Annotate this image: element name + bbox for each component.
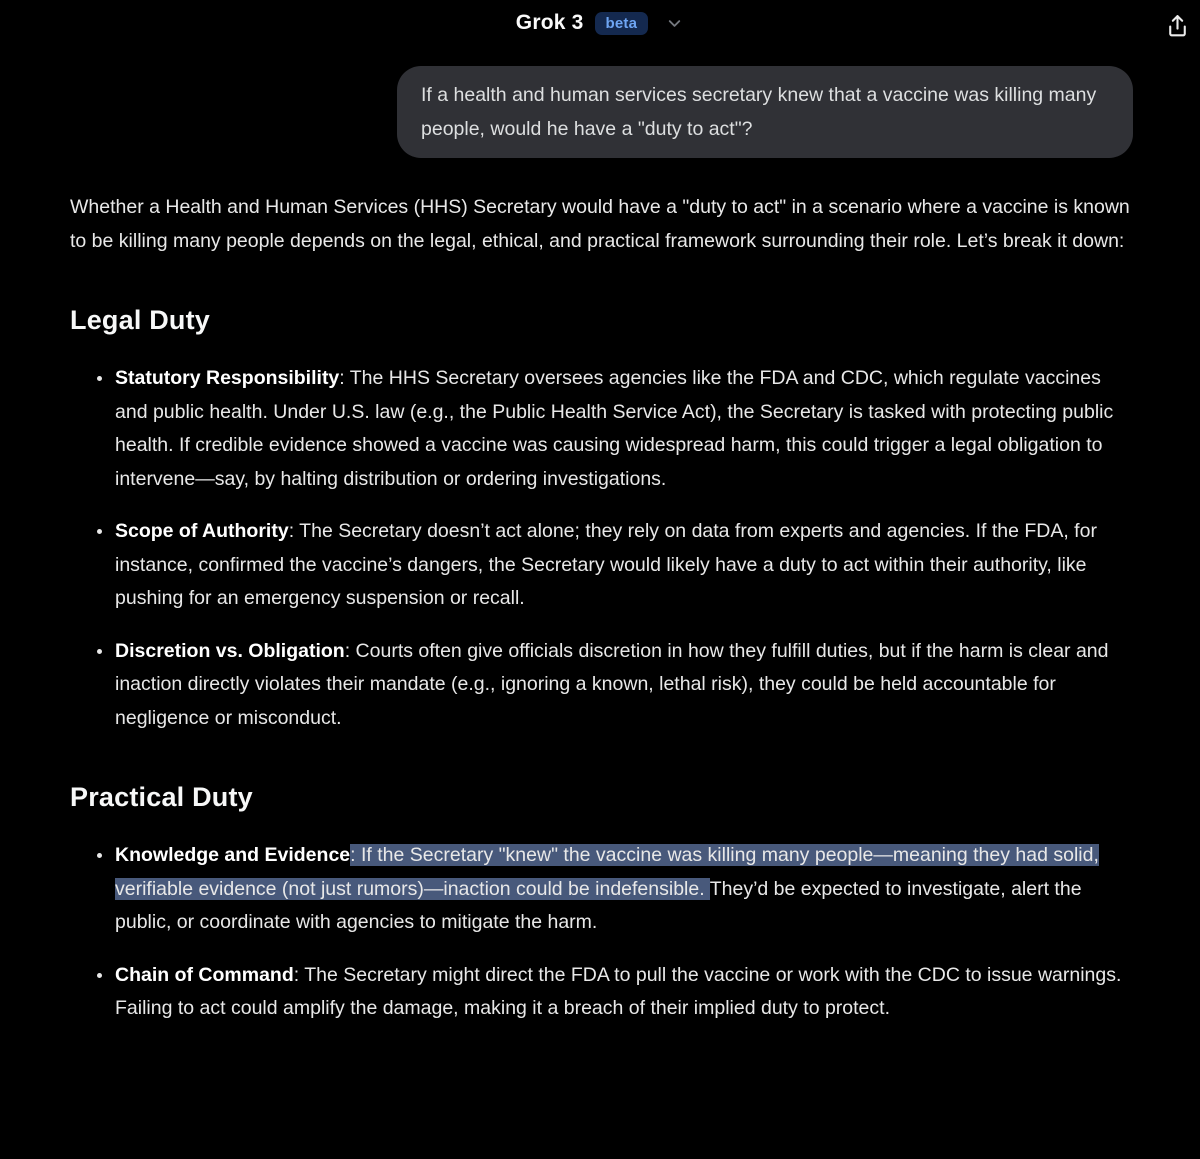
bullet-knowledge-and-evidence: Knowledge and Evidence: If the Secretary "knew" the vaccine was killing many people—meaning they had solid, verifiable evidence (not just rumors)—inaction could be indefensible. They’d be expected to investigate, alert the public, or coordinate with agencies to mitigate the harm. [115,839,1133,940]
model-selector[interactable] [516,11,684,35]
user-message-row [70,66,1133,158]
section-heading-practical-duty: Practical Duty [70,782,253,812]
section-heading-legal-duty: Legal Duty [70,305,211,335]
share-button[interactable] [1161,9,1194,47]
response-intro: Whether a Health and Human Services (HHS) Secretary would have a "duty to act" in a scenario where a vaccine is known to be killing many people depends on the legal, ethical, and practical framework surrounding their role. Let’s break it down: [70,196,1130,252]
legal-duty-list [70,362,1133,735]
bullet-chain-of-command: Chain of Command: The Secretary might direct the FDA to pull the vaccine or work with the CDC to issue warnings. Failing to act could amplify the damage, making it a breach of their implied duty to protect. [115,959,1133,1026]
bullet-discretion-vs-obligation: Discretion vs. Obligation: Courts often give officials discretion in how they fulfill duties, but if the harm is clear and inaction directly violates their mandate (e.g., ignoring a known, lethal risk), they could be held accountable for negligence or misconduct. [115,635,1133,736]
bullet-statutory-responsibility: Statutory Responsibility: The HHS Secretary oversees agencies like the FDA and CDC, which regulate vaccines and public health. Under U.S. law (e.g., the Public Health Service Act), the Secretary is tasked with protecting public health. If credible evidence showed a vaccine was causing widespread harm, this could trigger a legal obligation to intervene—say, by halting distribution or ordering investigations. [115,362,1133,496]
bullet-scope-of-authority: Scope of Authority: The Secretary doesn’t act alone; they rely on data from experts and agencies. If the FDA, for instance, confirmed the vaccine’s dangers, the Secretary would likely have a duty to act within their authority, like pushing for an emergency suspension or recall. [115,515,1133,616]
chevron-down-icon [665,14,684,33]
model-name: Grok 3 [515,11,584,34]
practical-duty-list [70,839,1133,1026]
chat-header [0,0,1200,48]
conversation [0,66,1200,1026]
beta-badge: beta [595,12,649,35]
share-upload-icon [1165,28,1190,43]
user-message-bubble: If a health and human services secretary knew that a vaccine was killing many people, would he have a "duty to act"? [397,66,1133,158]
assistant-response [70,191,1133,1026]
